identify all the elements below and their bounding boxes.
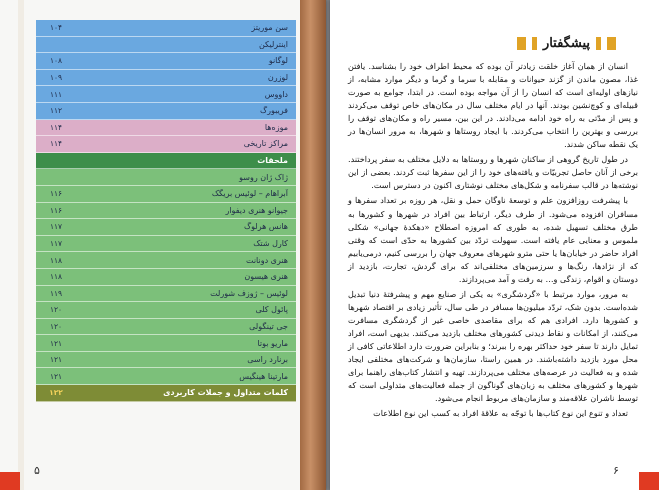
toc-entry-title: هنری دونانت	[245, 255, 288, 265]
toc-row	[36, 136, 296, 153]
paragraph: در طول تاریخ گروهی از ساکنان شهرها و روستاها به دلایل مختلف به سفر پرداختند. برخی از آنان حاصل تجربیّات و یافته‌های خود را از این سفرها ثبت کردند. بعضی از این نوشته‌ها در قالب سفرنامه و شکل‌های مختلف نوشتاری اکنون در دسترس است.	[348, 154, 638, 191]
body-text	[348, 60, 638, 422]
toc-entry-title: هانس هرلوگ	[244, 222, 288, 232]
toc-entry-title: ماریو بوتا	[257, 338, 288, 348]
toc-entry-page: ۱۱۷	[49, 222, 63, 232]
toc-entry-title: هنری هیسون	[244, 272, 288, 282]
toc-entry-title: موزه‌ها	[264, 122, 288, 132]
toc-row	[36, 236, 296, 253]
toc-row	[36, 269, 296, 286]
toc-row	[36, 335, 296, 352]
toc-row	[36, 53, 296, 70]
toc-row	[36, 203, 296, 220]
toc-entry-title: آبراهام – لوئیس بریگک	[211, 189, 288, 199]
toc-entry-title: ملحقات	[257, 156, 288, 166]
toc-entry-page: ۱۱۸	[49, 255, 63, 265]
toc-entry-page: ۱۱۹	[49, 288, 63, 298]
toc-row	[36, 37, 296, 54]
toc-entry-title: لوزرن	[267, 73, 288, 83]
toc-entry-page: ۱۱۸	[49, 272, 63, 282]
toc-row	[36, 352, 296, 369]
toc-entry-page: ۱۰۸	[49, 56, 63, 66]
toc-entry-page: ۱۱۴	[49, 139, 63, 149]
section-heading	[514, 36, 619, 51]
toc-entry-page: ۱۱۲	[49, 106, 63, 116]
toc-entry-page: ۱۲۱	[49, 338, 63, 348]
toc-entry-title: جی تینگولی	[249, 321, 288, 331]
heading-ornament-icon	[607, 37, 616, 50]
toc-entry-page: ۱۲۱	[49, 355, 63, 365]
toc-row	[36, 302, 296, 319]
left-page-number: ۵	[34, 464, 40, 477]
toc-row	[36, 319, 296, 336]
toc-row	[36, 385, 296, 402]
toc-row	[36, 286, 296, 303]
toc-entry-page: ۱۲۱	[49, 371, 63, 381]
page-number-marker	[639, 472, 659, 490]
toc-entry-page: ۱۲۲	[49, 388, 63, 398]
left-page-margin-stripe	[18, 0, 24, 490]
toc-row	[36, 252, 296, 269]
toc-row	[36, 20, 296, 37]
left-page	[0, 0, 326, 490]
paragraph: انسان از همان آغاز خلقت زیادتر آن بوده که محیط اطراف خود را بشناسد. یافتن غذا، مصون ماندن از گزند حیوانات و مقابله با سرما و گرما و دیگر موارد مشابه، از نیازهای اولیه‌ای است که انسان را از آن مواجه بوده است. در ابتدا، جوامع به صورت قبیله‌ای و کوچ‌نشین بودند. آنها در ایام مختلف سال در مکان‌های خاص توقف می‌کردند و پس از مدّتی به راه خود ادامه می‌دادند. در این بین، مسیر راه و مکان‌های توقف را بررسی و بهترین را انتخاب می‌کردند. با ایجاد روستاها و شهرها، به مرور انسان‌ها در یک نقطه ساکن شدند.	[348, 61, 638, 150]
toc-entry-page: ۱۲۰	[49, 321, 63, 331]
paragraph: به مرور، موارد مرتبط با «گردشگری» به یکی از صنایع مهم و پیشرفتهٔ دنیا تبدیل شده‌است. بدون شک، تردّد میلیون‌ها مسافر در طی سال، تأثیر زیادی بر اقتصاد شهرها و کشورها دارد. افرادی هم که برای مقاصدی خاصی غیر از گردشگری مسافرت می‌کنند، از امکانات و نقاط دیدنی کشورهای مختلف بازدید می‌کنند. بدیهی است، افراد تمایل دارند تا سفر خود حداکثر بهره را ببرند؛ و بنابراین ضرورت دارد اطلاعاتی کافی از محل مورد بازدید داشته‌باشند. در همین راستا، سازمان‌ها و شرکت‌های مختلفی ایجاد شده و به فعالیت در عرصه‌های مختلف می‌پردازند. تهیه و انتشار کتاب‌های راهنما برای شهرها و کشورهای مختلف به زبان‌های گوناگون از جمله فعالیت‌های متداولی است که توسط ناشران علاقه‌مند و سازمان‌های مربوط انجام می‌شود.	[348, 288, 638, 404]
toc-entry-title: ژاک ژان روسو	[239, 172, 288, 182]
toc-entry-title: پائول کلی	[255, 305, 288, 315]
toc-entry-page: ۱۱۴	[49, 122, 63, 132]
toc-entry-page: ۱۱۱	[49, 89, 63, 99]
toc-row	[36, 169, 296, 186]
toc-entry-page: ۱۲۰	[49, 305, 63, 315]
heading-title: پیشگفتار	[542, 36, 590, 51]
toc-row	[36, 368, 296, 385]
toc-entry-title: لوئیس – ژوزف شورلت	[210, 288, 288, 298]
toc-entry-title: فریبورگ	[259, 106, 288, 116]
toc-entry-title: کلمات متداول و جملات کاربردی	[163, 388, 288, 398]
decorative-side-bar	[300, 0, 326, 490]
right-page-number: ۶	[613, 464, 619, 477]
toc-entry-title: سن موریتز	[251, 23, 288, 33]
toc-row	[36, 219, 296, 236]
toc-row	[36, 153, 296, 170]
toc-entry-page: ۱۱۶	[49, 189, 63, 199]
toc-entry-title: اینترلیکن	[258, 39, 288, 49]
paragraph: تعداد و تنوع این نوع کتاب‌ها با توجّه به علاقهٔ افراد به کسب این نوع اطلاعات	[373, 408, 628, 419]
heading-ornament-icon	[532, 37, 537, 50]
toc-entry-title: لوگانو	[268, 56, 288, 66]
toc-entry-page: ۱۱۶	[49, 205, 63, 215]
toc-row	[36, 120, 296, 137]
toc-row	[36, 70, 296, 87]
toc-row	[36, 186, 296, 203]
table-of-contents	[36, 20, 296, 402]
toc-entry-title: مارتینا هینگیس	[239, 371, 288, 381]
toc-entry-title: برنارد راسی	[247, 355, 288, 365]
paragraph: با پیشرفت روزافزون علم و توسعهٔ ناوگان حمل و نقل، هر روزه بر تعداد سفرها و مسافران افزوده می‌شود. از طرف دیگر، ارتباط بین افراد در شهرها و کشورها به طرق مختلف تسهیل شده، به طوری که امروزه اصطلاح «دهکدهٔ جهانی» شکلی ملموس و معنایی عام یافته است. سهولت تردّد بین کشورها به حدّی است که وقتی افراد حاضر در خیابان‌ها یا حتی مترو شهرهای معروف جهان را بررسی کنیم، درمی‌یابیم که از نژادها، رنگ‌ها و سرزمین‌های مختلفی‌اند که برای گردش، تجارت، بازدید از دوستان و اقوام، زندگی و… به رفت و آمد می‌پردازند.	[348, 195, 638, 284]
toc-entry-title: داووس	[264, 89, 288, 99]
page-number-marker	[0, 472, 20, 490]
toc-row	[36, 103, 296, 120]
toc-entry-title: کارل شتک	[253, 239, 288, 249]
toc-row	[36, 86, 296, 103]
toc-entry-page: ۱۰۴	[49, 23, 63, 33]
toc-entry-page: ۱۰۹	[49, 73, 63, 83]
right-page	[330, 0, 659, 490]
heading-ornament-icon	[596, 37, 601, 50]
toc-entry-title: جیوانو هنری دیفوار	[225, 205, 288, 215]
heading-ornament-icon	[517, 37, 526, 50]
toc-entry-page: ۱۱۷	[49, 239, 63, 249]
toc-entry-title: مراکز تاریخی	[243, 139, 288, 149]
